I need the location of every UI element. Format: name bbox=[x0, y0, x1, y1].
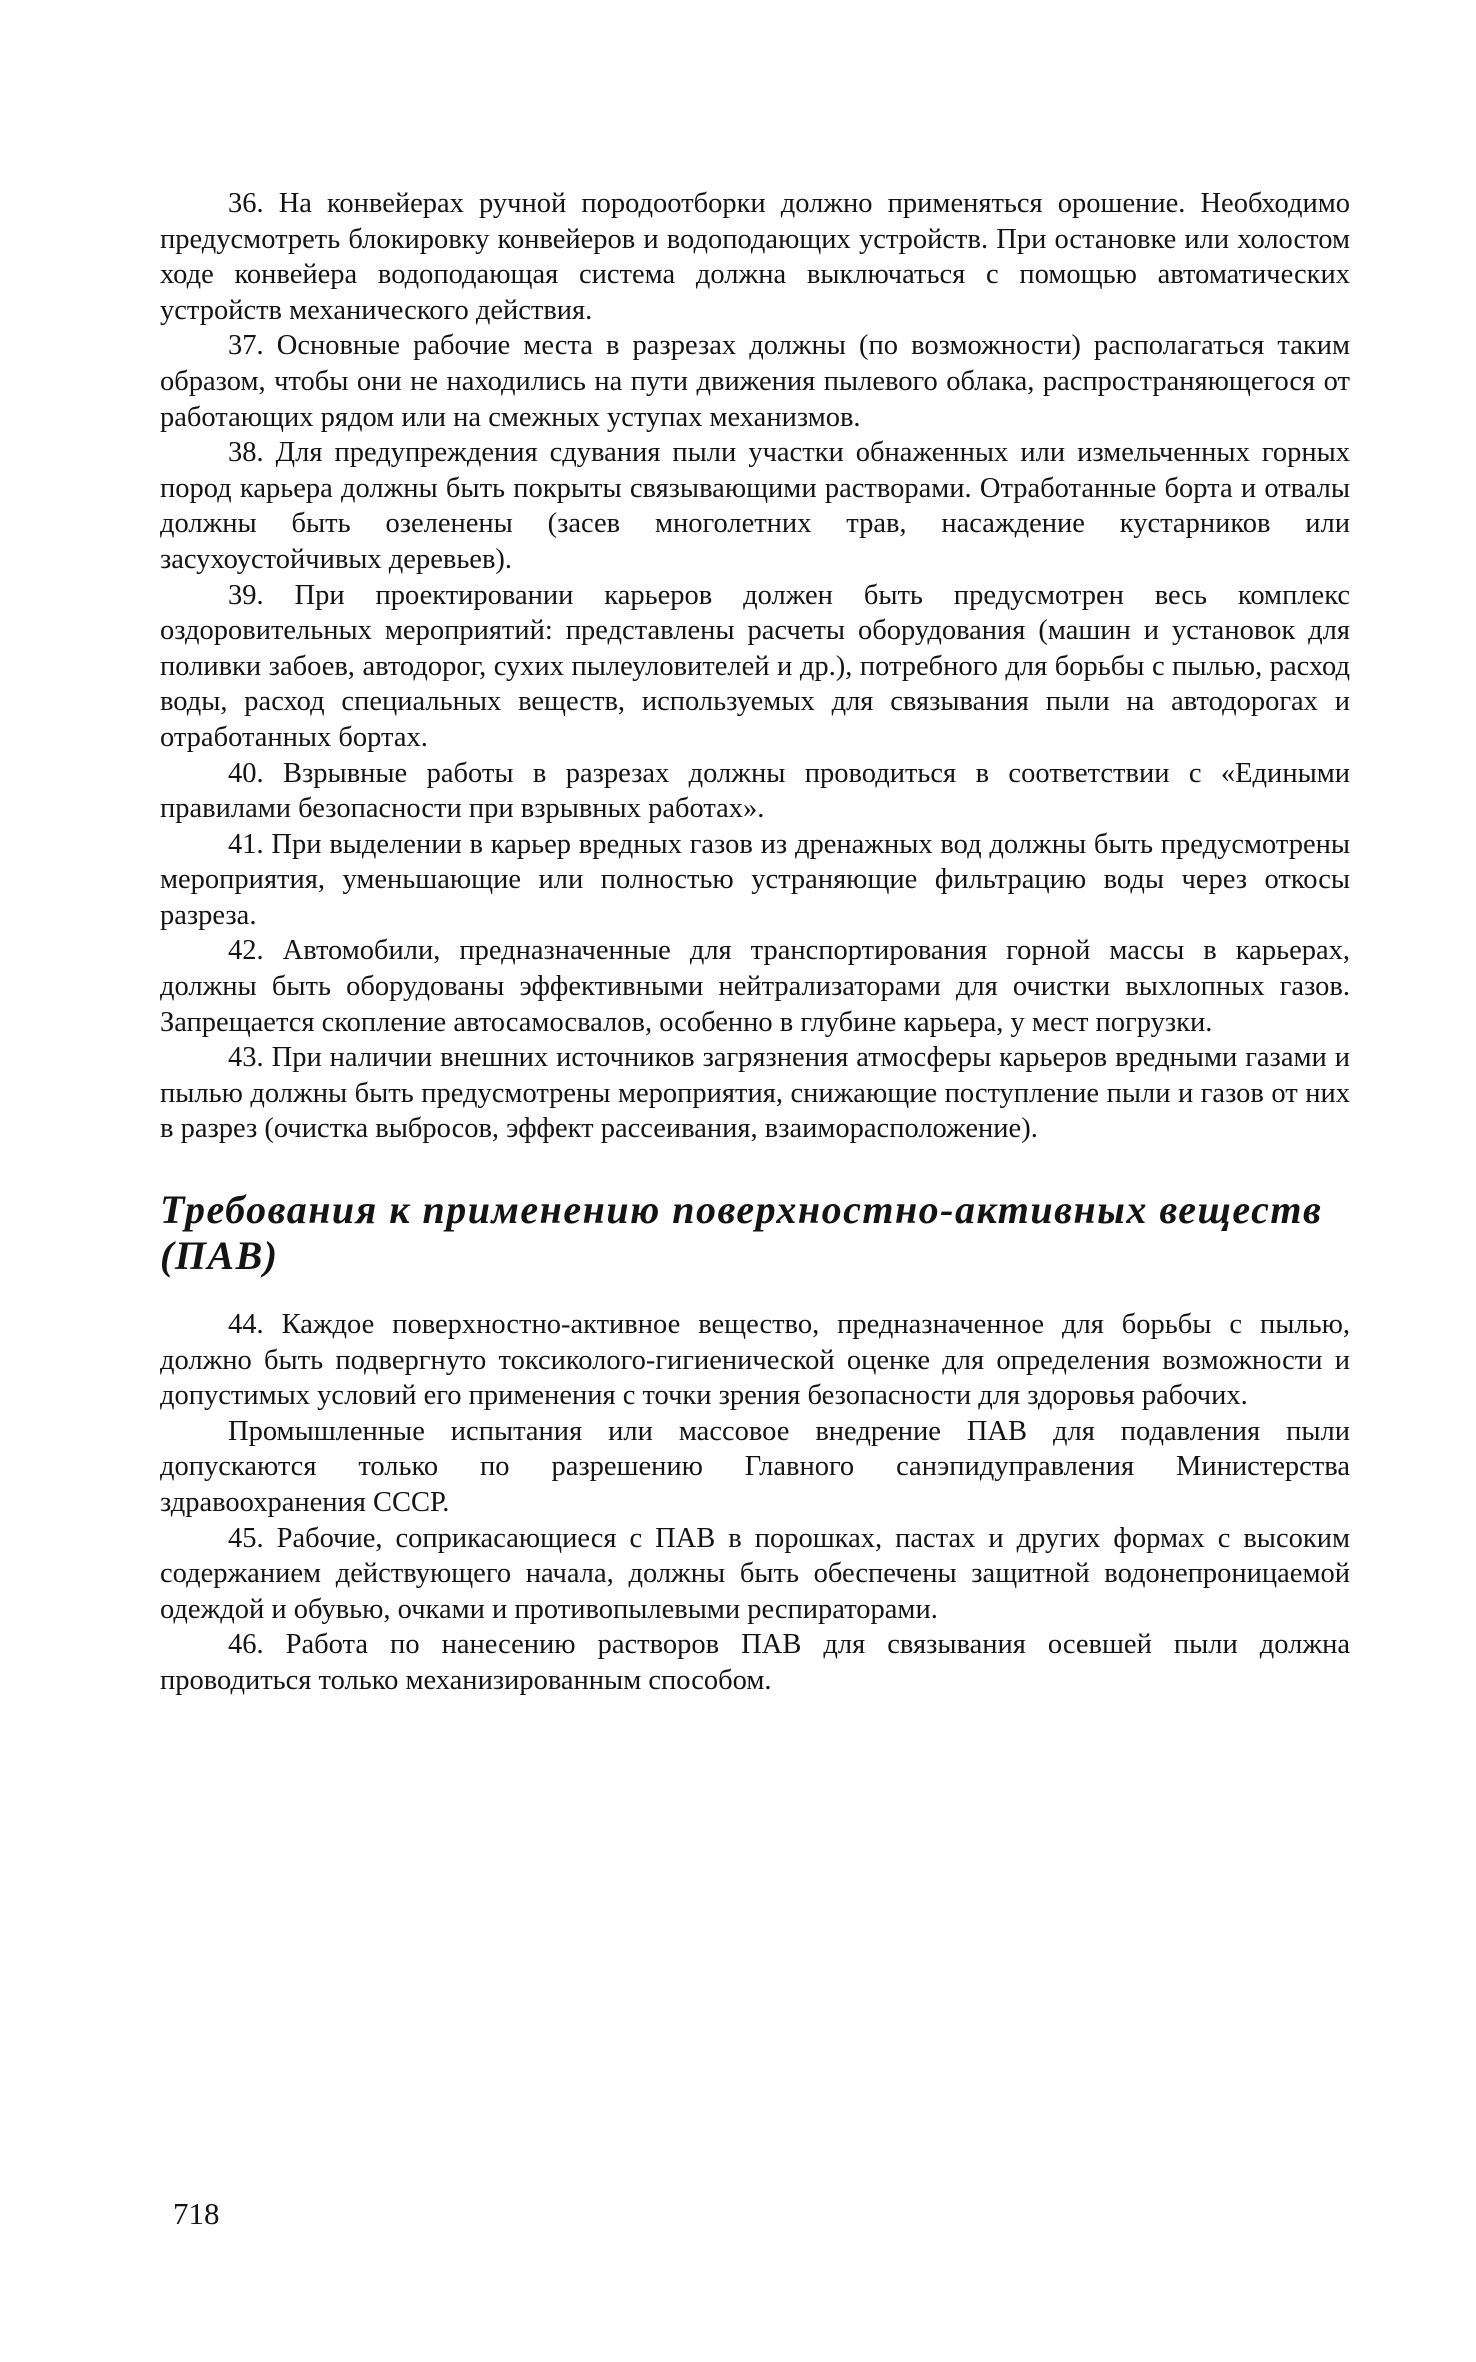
paragraph-38: 38. Для предупреждения сдувания пыли участки обнаженных или измельченных горных пород карьера должны быть покрыты связывающими растворами. Отработанные борта и отвалы должны быть озеленены (засев многолетних трав, насаждение кустарников или засухоустойчивых деревьев). bbox=[160, 437, 1350, 575]
paragraph-36: 36. На конвейерах ручной породоотборки должно применяться орошение. Необходимо предусмотреть блокировку конвейеров и водоподающих устройств. При остановке или холостом ходе конвейера водоподающая система должна выключаться с помощью автоматических устройств механического действия. bbox=[160, 188, 1350, 326]
paragraph-46: 46. Работа по нанесению растворов ПАВ для связывания осевшей пыли должна проводиться только механизированным способом. bbox=[160, 1629, 1350, 1696]
paragraph-40: 40. Взрывные работы в разрезах должны проводиться в соответствии с «Едиными правилами безопасности при взрывных работах». bbox=[160, 757, 1350, 825]
paragraph-39: 39. При проектировании карьеров должен быть предусмотрен весь комплекс оздоровительных мероприятий: представлены расчеты оборудования (машин и установок для поливки забоев, автодорог, сухих пылеуловителей и др.), потребного для борьбы с пылью, расход воды, расход специальных веществ, используемых для связывания пыли на автодорогах и отработанных бортах. bbox=[160, 579, 1350, 753]
paragraph-37: 37. Основные рабочие места в разрезах должны (по возможности) располагаться таким образом, чтобы они не находились на пути движения пылевого облака, распространяющегося от работающих рядом или на смежных уступах механизмов. bbox=[160, 330, 1350, 433]
page-body bbox=[160, 186, 1350, 1699]
paragraph-45: 45. Рабочие, соприкасающиеся с ПАВ в порошках, пастах и других формах с высоким содержанием действующего начала, должны быть обеспечены защитной водонепроницаемой одеждой и обувью, очками и противопылевыми респираторами. bbox=[160, 1522, 1350, 1625]
paragraph-44: 44. Каждое поверхностно-активное вещество, предназначенное для борьбы с пылью, должно быть подвергнуто токсиколого-гигиенической оценке для определения возможности и допустимых условий его применения с точки зрения безопасности для здоровья рабочих. bbox=[160, 1309, 1350, 1412]
paragraph-42: 42. Автомобили, предназначенные для транспортирования горной массы в карьерах, должны быть оборудованы эффективными нейтрализаторами для очистки выхлопных газов. Запрещается скопление автосамосвалов, особенно в глубине карьера, у мест погрузки. bbox=[160, 935, 1350, 1038]
paragraph-44-note: Промышленные испытания или массовое внедрение ПАВ для подавления пыли допускаются только по разрешению Главного санэпидуправления Министерства здравоохранения СССР. bbox=[160, 1415, 1350, 1518]
paragraph-41: 41. При выделении в карьер вредных газов из дренажных вод должны быть предусмотрены мероприятия, уменьшающие или полностью устраняющие фильтрацию воды через откосы разреза. bbox=[160, 828, 1350, 931]
paragraph-43: 43. При наличии внешних источников загрязнения атмосферы карьеров вредными газами и пылью должны быть предусмотрены мероприятия, снижающие поступление пыли и газов от них в разрез (очистка выбросов, эффект рассеивания, взаиморасположение). bbox=[160, 1042, 1350, 1145]
section-heading: Требования к применению поверхностно-активных веществ (ПАВ) bbox=[160, 1187, 1323, 1279]
page-number: 718 bbox=[173, 2196, 220, 2231]
